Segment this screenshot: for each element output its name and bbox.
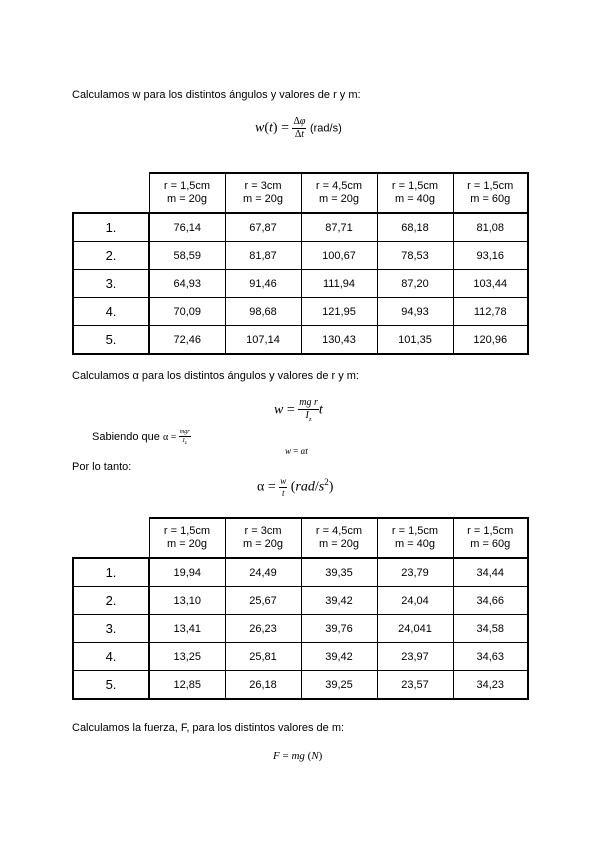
row-label: 2. — [73, 587, 149, 615]
table-cell: 13,10 — [149, 587, 225, 615]
table-cell: 98,68 — [225, 298, 301, 326]
table-cell: 19,94 — [149, 558, 225, 587]
formula-force: F = mg (N) — [273, 750, 323, 762]
table-row — [73, 558, 528, 587]
table-cell: 100,67 — [301, 242, 377, 270]
formula-w-of-t: w(t) = $\frac{\Delta\varphi}{\Delta t}$ (rad/s) — [255, 116, 342, 140]
angular-velocity-table — [72, 172, 529, 355]
header-mass: m = 60g — [470, 193, 511, 205]
column-header — [149, 173, 225, 213]
table-cell: 12,85 — [149, 671, 225, 700]
header-radius: r = 1,5cm — [467, 180, 514, 192]
table-cell: 34,63 — [453, 643, 528, 671]
table-cell: 112,78 — [453, 298, 528, 326]
section2-intro: Calculamos α para los distintos ángulos y valores de r y m: — [72, 370, 359, 382]
table-cell: 94,93 — [377, 298, 453, 326]
row-label: 5. — [73, 671, 149, 700]
table-cell: 13,41 — [149, 615, 225, 643]
section1-intro: Calculamos w para los distintos ángulos y valores de r y m: — [72, 89, 361, 101]
column-header — [453, 518, 528, 558]
table-cell: 121,95 — [301, 298, 377, 326]
row-label: 2. — [73, 242, 149, 270]
header-radius: r = 4,5cm — [315, 180, 363, 192]
header-radius: r = 4,5cm — [315, 525, 363, 537]
angular-acceleration-table — [72, 517, 529, 700]
table-cell: 34,66 — [453, 587, 528, 615]
header-mass: m = 20g — [166, 193, 208, 205]
table-corner — [73, 173, 149, 213]
table-cell: 25,81 — [225, 643, 301, 671]
row-label: 4. — [73, 298, 149, 326]
header-radius: r = 1,5cm — [163, 180, 211, 192]
header-mass: m = 20g — [242, 193, 284, 205]
formula-alpha: α = $\frac{w}{t}$ $(rad/s^2)$ — [257, 476, 334, 498]
table-cell: 64,93 — [149, 270, 225, 298]
table-cell: 24,49 — [225, 558, 301, 587]
table-corner — [73, 518, 149, 558]
table-cell: 103,44 — [453, 270, 528, 298]
table-cell: 34,58 — [453, 615, 528, 643]
header-mass: m = 60g — [470, 538, 511, 550]
table-row — [73, 242, 528, 270]
table-cell: 81,08 — [453, 213, 528, 242]
table-cell: 25,67 — [225, 587, 301, 615]
table-row — [73, 671, 528, 700]
row-label: 3. — [73, 615, 149, 643]
table-cell: 58,59 — [149, 242, 225, 270]
table-cell: 81,87 — [225, 242, 301, 270]
table-row — [73, 326, 528, 355]
table-row — [73, 615, 528, 643]
header-mass: m = 20g — [242, 538, 284, 550]
column-header — [377, 173, 453, 213]
table-cell: 130,43 — [301, 326, 377, 355]
table-cell: 76,14 — [149, 213, 225, 242]
header-mass: m = 40g — [394, 538, 436, 550]
table-row — [73, 213, 528, 242]
header-mass: m = 20g — [318, 538, 360, 550]
table-cell: 93,16 — [453, 242, 528, 270]
table-cell: 34,23 — [453, 671, 528, 700]
table-cell: 39,42 — [301, 643, 377, 671]
formula-w-mgr: w = $\frac{\text{mg r}}{I_z}$ t — [274, 397, 323, 423]
header-mass: m = 20g — [166, 538, 208, 550]
table-cell: 78,53 — [377, 242, 453, 270]
table-row — [73, 587, 528, 615]
table-cell: 23,57 — [377, 671, 453, 700]
table-row — [73, 298, 528, 326]
section3-intro: Calculamos la fuerza, F, para los distintos valores de m: — [72, 722, 345, 734]
table-row — [73, 270, 528, 298]
table-cell: 23,97 — [377, 643, 453, 671]
table-cell: 87,71 — [301, 213, 377, 242]
table-cell: 107,14 — [225, 326, 301, 355]
table-cell: 87,20 — [377, 270, 453, 298]
header-radius: r = 3cm — [244, 525, 282, 537]
table-cell: 101,35 — [377, 326, 453, 355]
table-cell: 68,18 — [377, 213, 453, 242]
header-mass: m = 40g — [394, 193, 436, 205]
formula-w-alpha-t: w = αt — [285, 446, 308, 456]
header-radius: r = 1,5cm — [391, 180, 439, 192]
table-cell: 26,23 — [225, 615, 301, 643]
table-cell: 24,041 — [377, 615, 453, 643]
row-label: 4. — [73, 643, 149, 671]
column-header — [225, 173, 301, 213]
table-cell: 39,35 — [301, 558, 377, 587]
table-cell: 39,76 — [301, 615, 377, 643]
header-mass: m = 20g — [318, 193, 360, 205]
table-cell: 39,42 — [301, 587, 377, 615]
por-lo-tanto-label: Por lo tanto: — [72, 461, 132, 473]
header-radius: r = 1,5cm — [391, 525, 439, 537]
table-cell: 67,87 — [225, 213, 301, 242]
table-cell: 120,96 — [453, 326, 528, 355]
table-cell: 111,94 — [301, 270, 377, 298]
column-header — [301, 173, 377, 213]
row-label: 3. — [73, 270, 149, 298]
table-cell: 34,44 — [453, 558, 528, 587]
column-header — [149, 518, 225, 558]
row-label: 5. — [73, 326, 149, 355]
sabiendo-label: Sabiendo que α = $\frac{\text{mgr}}{I_z}$ — [92, 429, 190, 447]
table-cell: 23,79 — [377, 558, 453, 587]
table-row — [73, 643, 528, 671]
header-radius: r = 3cm — [244, 180, 282, 192]
header-radius: r = 1,5cm — [163, 525, 211, 537]
row-label: 1. — [73, 558, 149, 587]
table-cell: 70,09 — [149, 298, 225, 326]
header-radius: r = 1,5cm — [467, 525, 514, 537]
table-cell: 72,46 — [149, 326, 225, 355]
table-cell: 39,25 — [301, 671, 377, 700]
formula-unit: (rad/s) — [309, 122, 342, 135]
table-cell: 24,04 — [377, 587, 453, 615]
column-header — [453, 173, 528, 213]
row-label: 1. — [73, 213, 149, 242]
table-cell: 26,18 — [225, 671, 301, 700]
column-header — [301, 518, 377, 558]
column-header — [225, 518, 301, 558]
table-cell: 13,25 — [149, 643, 225, 671]
column-header — [377, 518, 453, 558]
table-cell: 91,46 — [225, 270, 301, 298]
